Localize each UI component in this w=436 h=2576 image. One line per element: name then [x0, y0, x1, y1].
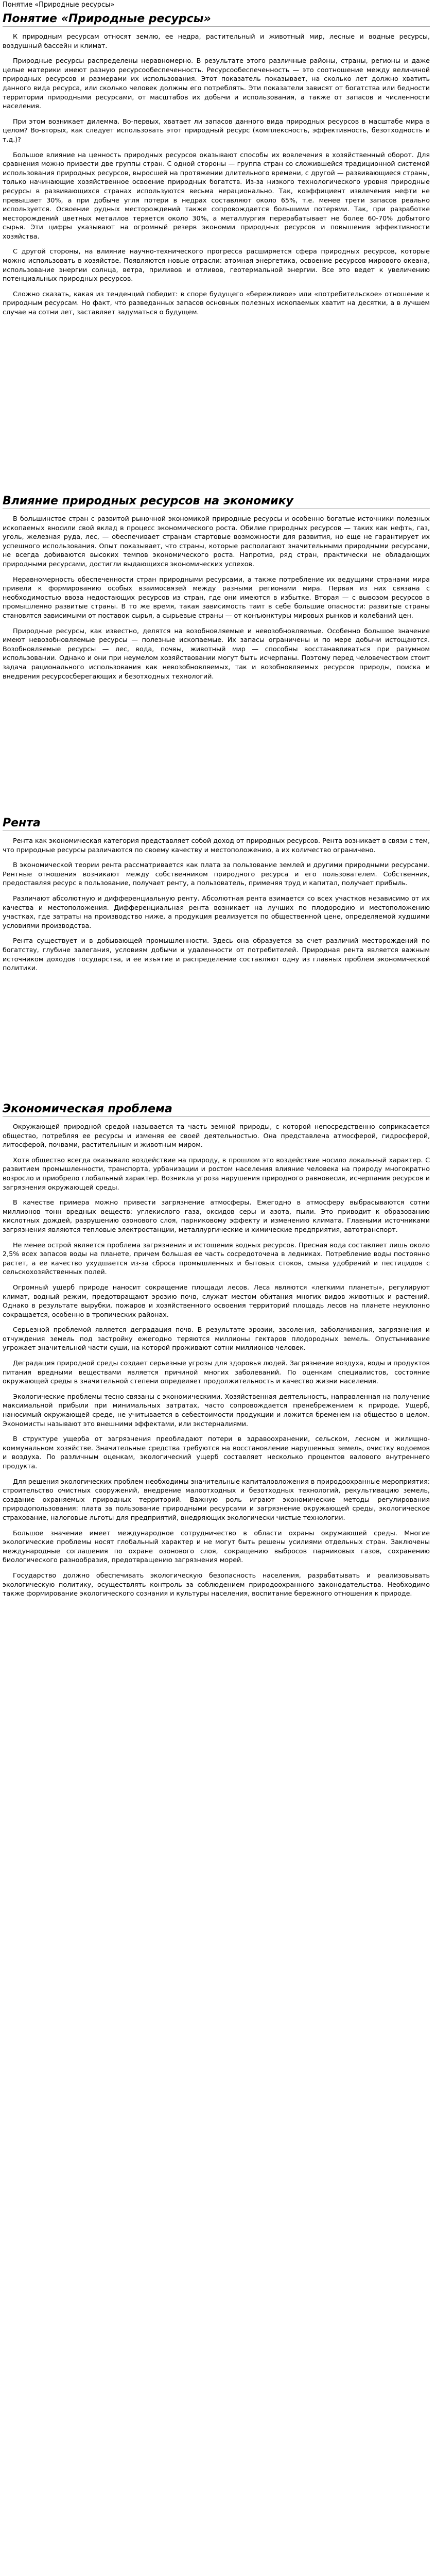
section-rent	[3, 817, 430, 979]
paragraph: Различают абсолютную и дифференциальную ренту. Абсолютная рента взимается со всех участков независимо от их качества и местоположения. Дифференциальная рента возникает на лучших по плодородию и местоположению участках, где затраты на производство ниже, а продукция реализуется по общественной цене, определяемой худшими условиями производства.	[3, 894, 430, 929]
section-heading: Понятие «Природные ресурсы»	[3, 12, 430, 27]
paragraph: Природные ресурсы, как известно, делятся на возобновляемые и невозобновляемые. Особенно большое значение имеют невозобновляемые ресурсы — полезные ископаемые. Их запасы ограничены и по мере добычи истощаются. Возобновляемые ресурсы — лес, вода, почвы, животный мир — способны восстанавливаться при разумном использовании. Однако и они при неумелом хозяйствовании могут быть исчерпаны. Поэтому перед человечеством стоит задача рационального использования как невозобновляемых, так и возобновляемых ресурсов природы, поиска и внедрения ресурсосберегающих и безотходных технологий.	[3, 626, 430, 680]
paragraph: Не менее острой является проблема загрязнения и истощения водных ресурсов. Пресная вода составляет лишь около 2,5% всех запасов воды на планете, причем большая ее часть сосредоточена в ледниках. Потребление воды постоянно растет, а ее качество ухудшается из-за сброса промышленных и бытовых стоков, смыва удобрений и пестицидов с сельскохозяйственных полей.	[3, 1241, 430, 1276]
section-natural-resources	[3, 12, 430, 323]
paragraph: С другой стороны, на влияние научно-технического прогресса расширяется сфера природных ресурсов, которые можно использовать в хозяйстве. Появляются новые отрасли: атомная энергетика, освоение ресурсов мирового океана, использование энергии солнца, ветра, приливов и отливов, геотермальной энергии. Все это ведет к увеличению потенциальных природных ресурсов.	[3, 247, 430, 283]
section-heading: Экономическая проблема	[3, 1103, 430, 1117]
paragraph: Деградация природной среды создает серьезные угрозы для здоровья людей. Загрязнение воздуха, воды и продуктов питания вредными веществами является причиной многих заболеваний. По оценкам специалистов, состояние окружающей среды в значительной степени определяет продолжительность и качество жизни населения.	[3, 1359, 430, 1385]
paragraph: При этом возникает дилемма. Во-первых, хватает ли запасов данного вида природных ресурсов в масштабе мира в целом? Во-вторых, как следует использовать этот природный ресурс (комплексность, эффективность, безотходность и т.д.)?	[3, 117, 430, 143]
section-economic-problem	[3, 1103, 430, 1604]
paragraph: Сложно сказать, какая из тенденций победит: в споре будущего «бережливое» или «потребительское» отношение к природным ресурсам. Но факт, что разведанных запасов основных полезных ископаемых хватит на десятки, а в лучшем случае на сотни лет, заставляет задуматься о будущем.	[3, 290, 430, 316]
paragraph: Большое влияние на ценность природных ресурсов оказывают способы их вовлечения в хозяйственный оборот. Для сравнения можно привести две группы стран. С одной стороны — группа стран со сложившейся традиционной системой использования природных ресурсов, выросшей на протяжении длительного времени, с другой — развивающиеся страны, только начинающие хозяйственное освоение природных богатств. Из-за низкого технологического уровня природные ресурсы в развивающихся странах используются весьма нерационально. Так, коэффициент извлечения нефти не превышает 30%, а при добыче угля потери в недрах составляют около 65%, т.е. менее трети запасов реально используется. Освоение рудных месторождений также сопровождается большими потерями. Так, при разработке месторождений цветных металлов теряется около 30%, а металлургия перерабатывает не более 60-70% добытого сырья. Эти цифры указывают на огромный резерв экономии природных ресурсов и повышения эффективности хозяйства.	[3, 150, 430, 240]
section-influence-on-economy	[3, 495, 430, 687]
paragraph: Окружающей природной средой называется та часть земной природы, с которой непосредственно соприкасается общество, потребляя ее ресурсы и изменяя ее своей деятельностью. Она представлена атмосферой, гидросферой, литосферой, почвами, растительным и животным миром.	[3, 1123, 430, 1149]
paragraph: В структуре ущерба от загрязнения преобладают потери в здравоохранении, сельском, лесном и жилищно-коммунальном хозяйстве. Значительные средства требуются на восстановление нарушенных земель, очистку водоемов и воздуха. По различным оценкам, экологический ущерб составляет несколько процентов валового внутреннего продукта.	[3, 1435, 430, 1470]
paragraph: Большое значение имеет международное сотрудничество в области охраны окружающей среды. Многие экологические проблемы носят глобальный характер и не могут быть решены усилиями отдельных стран. Заключены международные соглашения по охране озонового слоя, сокращению выбросов парниковых газов, сохранению биологического разнообразия, предотвращению загрязнения морей.	[3, 1529, 430, 1564]
paragraph: Огромный ущерб природе наносит сокращение площади лесов. Леса являются «легкими планеты», регулируют климат, водный режим, предотвращают эрозию почв, служат местом обитания многих видов животных и растений. Однако в результате вырубки, пожаров и хозяйственного освоения территорий площадь лесов на планете неуклонно сокращается, особенно в тропических районах.	[3, 1283, 430, 1318]
section-heading: Рента	[3, 817, 430, 831]
document-title: Понятие «Природные ресурсы»	[3, 1, 115, 9]
paragraph: Рента как экономическая категория представляет собой доход от природных ресурсов. Рента возникает в связи с тем, что природные ресурсы различаются по своему качеству и местоположению, а их количество ограничено.	[3, 837, 430, 854]
paragraph: В качестве примера можно привести загрязнение атмосферы. Ежегодно в атмосферу выбрасываются сотни миллионов тонн вредных веществ: углекислого газа, оксидов серы и азота, пыли. Это приводит к образованию кислотных дождей, разрушению озонового слоя, парниковому эффекту и изменению климата. Главными источниками загрязнения являются тепловые электростанции, металлургические и химические предприятия, автотранспорт.	[3, 1198, 430, 1233]
paragraph: В большинстве стран с развитой рыночной экономикой природные ресурсы и особенно богатые источники полезных ископаемых вносили свой вклад в процесс экономического роста. Обилие природных ресурсов — таких как нефть, газ, уголь, железная руда, лес, — обеспечивает странам стартовые возможности для развития, но еще не гарантирует их успешного использования. Опыт показывает, что страны, которые располагают значительными природными ресурсами, не всегда добиваются высоких темпов экономического роста. Напротив, ряд стран, практически не обладающих природными ресурсами, достигли выдающихся экономических успехов.	[3, 515, 430, 568]
paragraph: Рента существует и в добывающей промышленности. Здесь она образуется за счет различий месторождений по богатству, глубине залегания, условиям добычи и удаленности от потребителей. Природная рента является важным источником доходов государства, и ее изъятие и распределение составляют одну из главных проблем экономической политики.	[3, 937, 430, 972]
paragraph: В экономической теории рента рассматривается как плата за пользование землей и другими природными ресурсами. Рентные отношения возникают между собственником природного ресурса и его пользователем. Собственник, предоставляя ресурс в пользование, получает ренту, а пользователь, применяя труд и капитал, получает прибыль.	[3, 861, 430, 887]
paragraph: Природные ресурсы распределены неравномерно. В результате этого различные районы, страны, регионы и даже целые материки имеют разную ресурсообеспеченность. Ресурсообеспеченность — это соотношение между величиной природных ресурсов и размерами их использования. Этот показатель показывает, на сколько лет должно хватить данного вида ресурса, или сколько человек должны его потреблять. Эти показатели зависят от богатства или бедности территории природными ресурсами, от масштабов их добычи и использования, а также от запасов и численности населения.	[3, 57, 430, 110]
paragraph: Государство должно обеспечивать экологическую безопасность населения, разрабатывать и реализовывать экологическую политику, осуществлять контроль за соблюдением природоохранного законодательства. Необходимо также формирование экологического сознания и культуры населения, воспитание бережного отношения к природе.	[3, 1571, 430, 1598]
paragraph: Неравномерность обеспеченности стран природными ресурсами, а также потребление их ведущими странами мира привели к формированию особых взаимосвязей между разными регионами мира. Первая из них связана с необходимостью ввоза недостающих ресурсов из стран, где они имеются в избытке. Вторая — с вывозом ресурсов в промышленно развитые страны. В то же время, такая зависимость таит в себе большие опасности: развитые страны становятся зависимыми от поставок сырья, а сырьевые страны — от конъюнктуры мировых рынков и колебаний цен.	[3, 575, 430, 619]
paragraph: Серьезной проблемой является деградация почв. В результате эрозии, засоления, заболачивания, загрязнения и отчуждения земель под застройку ежегодно теряются миллионы гектаров плодородных земель. Опустынивание угрожает значительной части суши, на которой проживают сотни миллионов человек.	[3, 1326, 430, 1352]
paragraph: Экологические проблемы тесно связаны с экономическими. Хозяйственная деятельность, направленная на получение максимальной прибыли при минимальных затратах, часто сопровождается пренебрежением к природе. Ущерб, наносимый окружающей среде, не учитывается в себестоимости продукции и ложится бременем на общество в целом. Экономисты называют это внешними эффектами, или экстерналиями.	[3, 1392, 430, 1428]
paragraph: К природным ресурсам относят землю, ее недра, растительный и животный мир, лесные и водные ресурсы, воздушный бассейн и климат.	[3, 32, 430, 49]
section-heading: Влияние природных ресурсов на экономику	[3, 495, 430, 509]
paragraph: Хотя общество всегда оказывало воздействие на природу, в прошлом это воздействие носило локальный характер. С развитием промышленности, транспорта, урбанизации и ростом населения влияние человека на природу многократно возросло и приобрело глобальный характер. Возникла угроза нарушения природного равновесия, исчерпания ресурсов и загрязнения окружающей среды.	[3, 1156, 430, 1191]
paragraph: Для решения экологических проблем необходимы значительные капиталовложения в природоохранные мероприятия: строительство очистных сооружений, внедрение малоотходных и безотходных технологий, рекультивацию земель, создание охраняемых природных территорий. Важную роль играют экономические методы регулирования природопользования: плата за пользование природными ресурсами и загрязнение окружающей среды, экологическое страхование, налоговые льготы для предприятий, внедряющих экологически чистые технологии.	[3, 1477, 430, 1521]
